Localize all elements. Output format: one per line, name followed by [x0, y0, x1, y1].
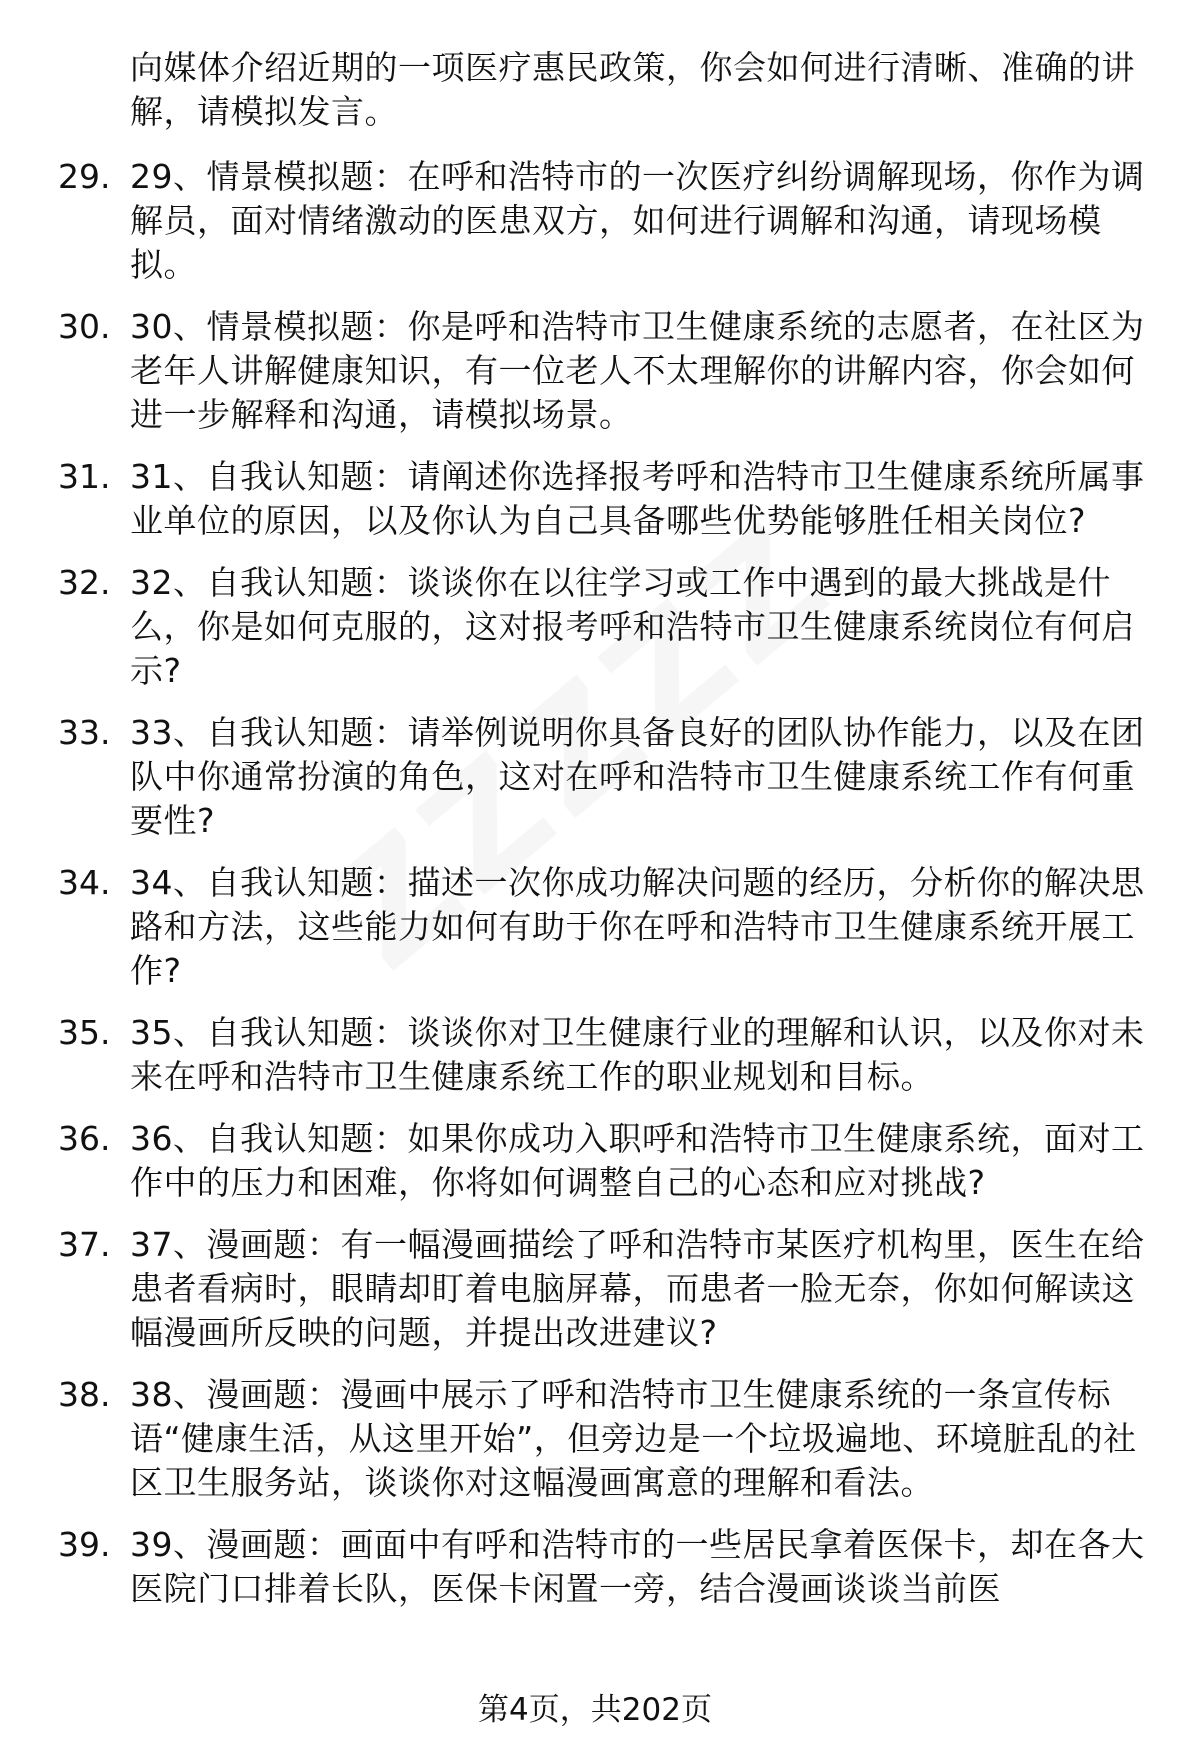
- question-number: 33.: [58, 713, 111, 752]
- question-number: 30.: [58, 307, 111, 346]
- page-footer: 第4页，共202页: [478, 1692, 712, 1728]
- question-text: 35、自我认知题：谈谈你对卫生健康行业的理解和认识，以及你对未来在呼和浩特市卫生健康系统工作的职业规划和目标。: [130, 1013, 1145, 1096]
- question-item: [0, 455, 1190, 543]
- question-number: 35.: [58, 1013, 111, 1052]
- question-item: [0, 305, 1190, 437]
- question-item: [0, 1373, 1190, 1505]
- question-list: [0, 155, 1190, 1629]
- question-text: 38、漫画题：漫画中展示了呼和浩特市卫生健康系统的一条宣传标语“健康生活，从这里开始”，但旁边是一个垃圾遍地、环境脏乱的社区卫生服务站，谈谈你对这幅漫画寓意的理解和看法。: [130, 1375, 1137, 1502]
- question-text: 33、自我认知题：请举例说明你具备良好的团队协作能力，以及在团队中你通常扮演的角色，这对在呼和浩特市卫生健康系统工作有何重要性?: [130, 713, 1145, 840]
- question-text: 37、漫画题：有一幅漫画描绘了呼和浩特市某医疗机构里，医生在给患者看病时，眼睛却盯着电脑屏幕，而患者一脸无奈，你如何解读这幅漫画所反映的问题，并提出改进建议?: [130, 1225, 1145, 1352]
- question-item: [0, 711, 1190, 843]
- question-number: 36.: [58, 1119, 111, 1158]
- question-item: [0, 155, 1190, 287]
- question-item: [0, 1523, 1190, 1611]
- question-number: 37.: [58, 1225, 111, 1264]
- question-text: 30、情景模拟题：你是呼和浩特市卫生健康系统的志愿者，在社区为老年人讲解健康知识，有一位老人不太理解你的讲解内容，你会如何进一步解释和沟通，请模拟场景。: [130, 307, 1145, 434]
- question-text: 32、自我认知题：谈谈你在以往学习或工作中遇到的最大挑战是什么，你是如何克服的，这对报考呼和浩特市卫生健康系统岗位有何启示?: [130, 563, 1135, 690]
- intro-paragraph: 向媒体介绍近期的一项医疗惠民政策，你会如何进行清晰、准确的讲解，请模拟发言。: [130, 48, 1135, 131]
- question-text: 34、自我认知题：描述一次你成功解决问题的经历，分析你的解决思路和方法，这些能力如何有助于你在呼和浩特市卫生健康系统开展工作?: [130, 863, 1145, 990]
- question-item: [0, 561, 1190, 693]
- question-number: 39.: [58, 1525, 111, 1564]
- question-item: [0, 1223, 1190, 1355]
- question-item: [0, 1011, 1190, 1099]
- question-text: 29、情景模拟题：在呼和浩特市的一次医疗纠纷调解现场，你作为调解员，面对情绪激动的医患双方，如何进行调解和沟通，请现场模拟。: [130, 157, 1145, 284]
- question-item: [0, 1117, 1190, 1205]
- question-number: 34.: [58, 863, 111, 902]
- question-text: 36、自我认知题：如果你成功入职呼和浩特市卫生健康系统，面对工作中的压力和困难，你将如何调整自己的心态和应对挑战?: [130, 1119, 1145, 1202]
- question-number: 31.: [58, 457, 111, 496]
- question-text: 39、漫画题：画面中有呼和浩特市的一些居民拿着医保卡，却在各大医院门口排着长队，医保卡闲置一旁，结合漫画谈谈当前医: [130, 1525, 1145, 1608]
- question-number: 38.: [58, 1375, 111, 1414]
- question-number: 29.: [58, 157, 111, 196]
- question-text: 31、自我认知题：请阐述你选择报考呼和浩特市卫生健康系统所属事业单位的原因，以及你认为自己具备哪些优势能够胜任相关岗位?: [130, 457, 1145, 540]
- question-item: [0, 861, 1190, 993]
- question-number: 32.: [58, 563, 111, 602]
